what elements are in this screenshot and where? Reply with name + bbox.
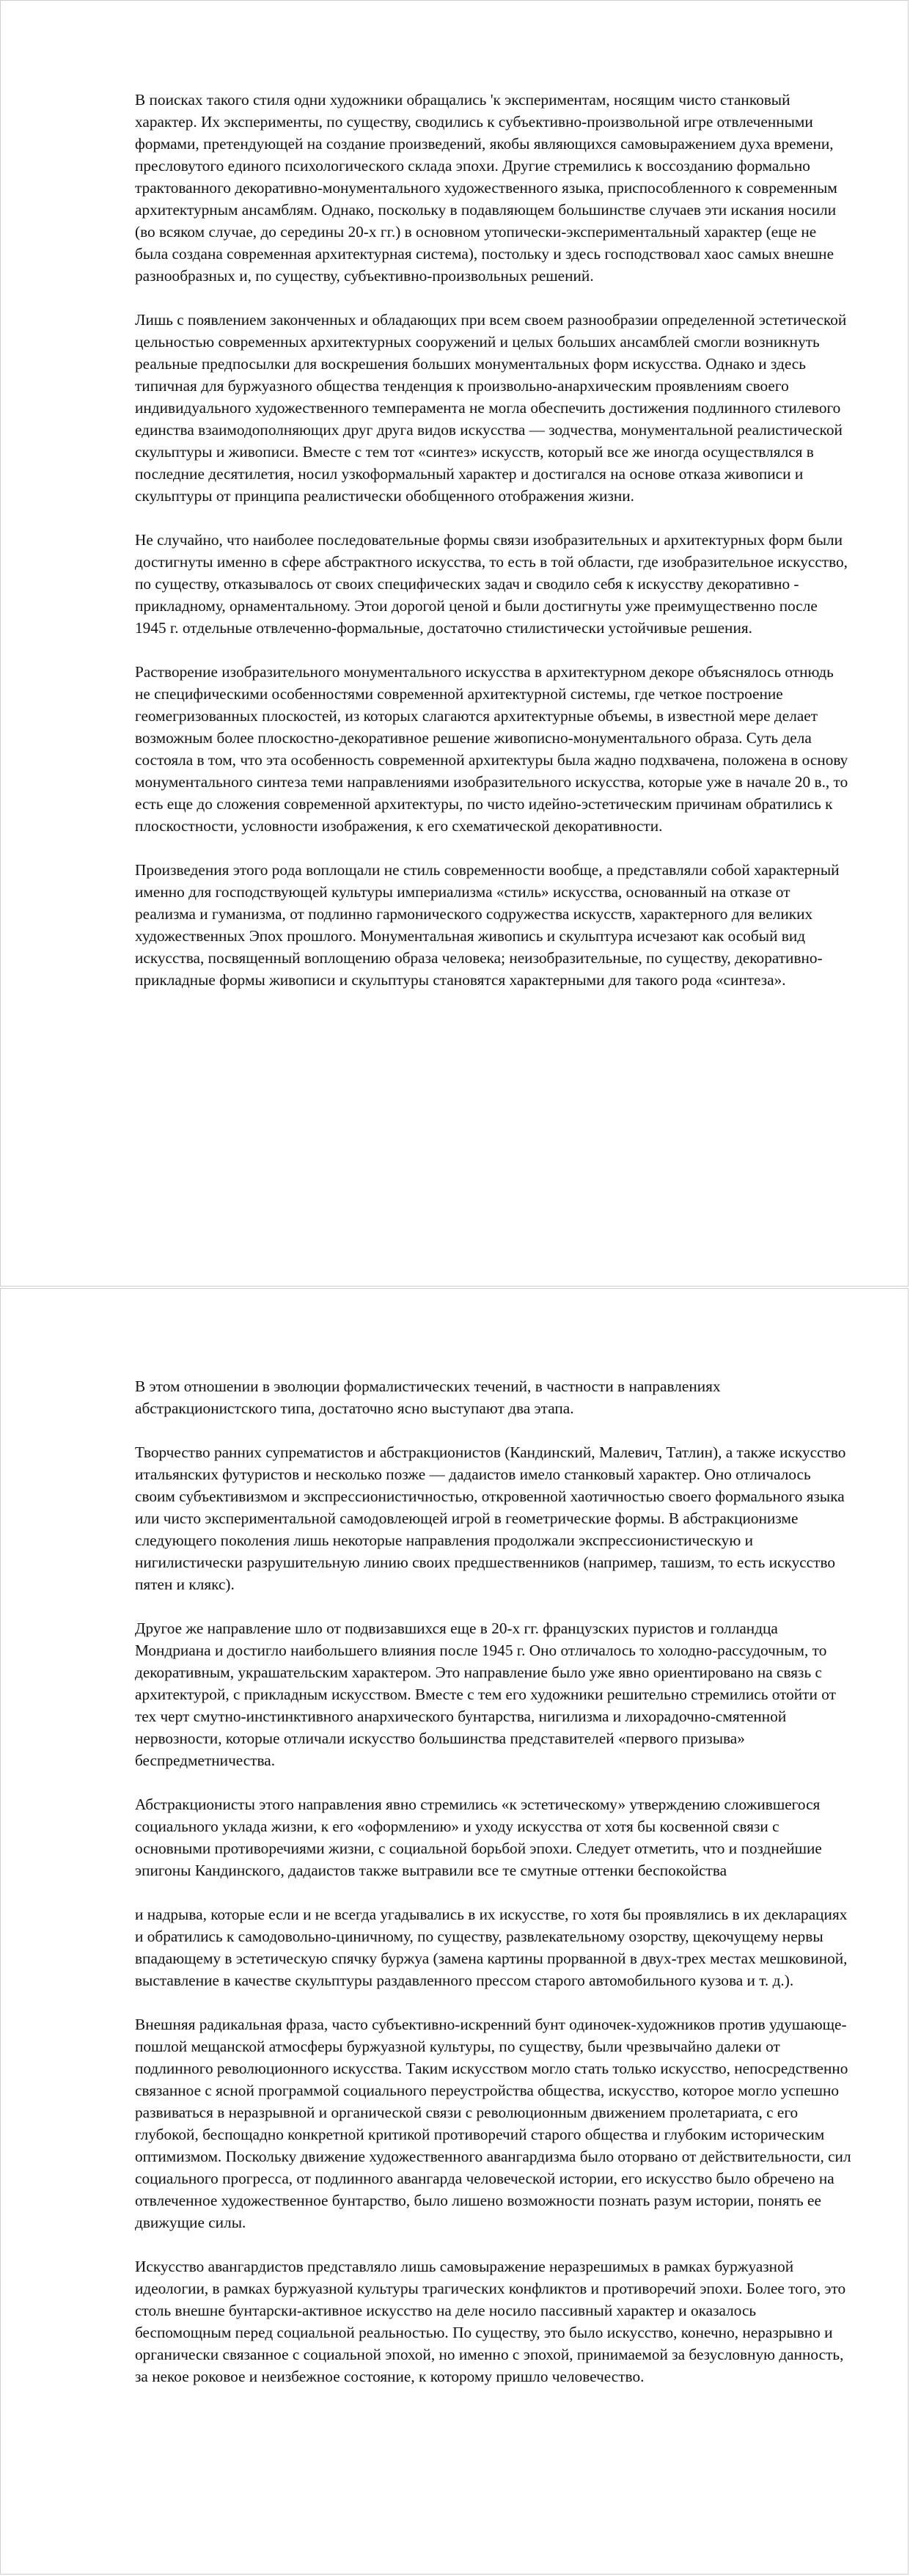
paragraph: Творчество ранних супрематистов и абстракционистов (Кандинский, Малевич, Татлин), а также искусство итальянских футуристов и несколько позже — дадаистов имело станковый характер. Оно отличалось своим субъективизмом и экспрессионистичностью, откровенной хаотичностью своего формального языка или чисто экспериментальной самодовлеющей игрой в геометрические формы. В абстракционизме следующего поколения лишь некоторые направления продолжали экспрессионистическую и нигилистически разрушительную линию своих предшественников (например, ташизм, то есть искусство пятен и клякс). [135,1443,846,1593]
paragraph: и надрыва, которые если и не всегда угадывались в их искусстве, го хотя бы проявлялись в их декларациях и обратились к самодовольно-циничному, по существу, развлекательному озорству, щекочущему нервы впадающему в эстетическую спячку буржуа (замена картины прорванной в двух-трех местах мешковиной, выставление в качестве скульптуры раздавленного прессом старого автомобильного кузова и т. д.). [135,1906,848,1989]
paragraph: Абстракционисты этого направления явно стремились «к эстетическому» утверждению сложившегося социального уклада жизни, к его «оформлению» и уходу искусства от хотя бы косвенной связи с основными противоречиями жизни, с социальной борьбой эпохи. Следует отметить, что и позднейшие эпигоны Кандинского, дадаистов также вытравили все те смутные оттенки беспокойства [135,1796,822,1879]
paragraph: Не случайно, что наиболее последовательные формы связи изобразительных и архитектурных форм были достигнуты именно в сфере абстрактного искусства, то есть в той области, где изобразительное искусство, по существу, отказывалось от своих специфических задач и сводило себя к искусству декоративно - прикладному, орнаментальному. Этои дорогой ценой и были достигнуты уже преимущественно после 1945 г. отдельные отвлеченно-формальные, достаточно стилистически устойчивые решения. [135,531,848,637]
paragraph: В поисках такого стиля одни художники обращались 'к экспериментам, носящим чисто станковый характер. Их эксперименты, по существу, сводились к субъективно-произвольной игре отвлеченными формами, претендующей на создание произведений, якобы являющихся самовыражением духа времени, пресловутого единого психологического склада эпохи. Другие стремились к воссозданию формально трактованного декоративно-монументального художественного языка, приспособленного к современным архитектурным ансамблям. Однако, поскольку в подавляющем большинстве случаев эти искания носили (во всяком случае, до середины 20-х гг.) в основном утопически-экспериментальный характер (еще не была создана современная архитектурная система), постольку и здесь господствовал хаос самых внешне разнообразных и, по существу, субъективно-произвольных решений. [135,91,837,285]
paragraph: Другое же направление шло от подвизавшихся еще в 20-х гг. французских пуристов и голландца Мондриана и достигло наибольшего влияния после 1945 г. Оно отличалось то холодно-рассудочным, то декоративным, украшательским характером. Это направление было уже явно ориентировано на связь с архитектурой, с прикладным искусством. Вместе с тем его художники решительно стремились отойти от тех черт смутно-инстинктивного анархического бунтарства, нигилизма и лихорадочно-смятенной нервозности, которые отличали искусство большинства представителей «первого призыва» беспредметничества. [135,1620,836,1769]
paragraph: Внешняя радикальная фраза, часто субъективно-искренний бунт одиночек-художников против удушающе-пошлой мещанской атмосферы буржуазной культуры, по существу, были чрезвычайно далеки от подлинного революционного искусства. Таким искусством могло стать только искусство, непосредственно связанное с ясной программой социального переустройства общества, искусство, которое могло успешно развиваться в неразрывной и органической связи с революционным движением пролетариата, с его глубокой, беспощадно конкретной критикой противоречий старого общества и глубоким историческим оптимизмом. Поскольку движение художественного авангардизма было оторвано от действительности, сил социального прогресса, от подлинного авангарда человеческой истории, его искусство было обречено на отвлеченное художественное бунтарство, было лишено возможности познать разум истории, понять ее движущие силы. [135,2016,851,2231]
document-page-2 [0,1288,909,2575]
paragraph: Лишь с появлением законченных и обладающих при всем своем разнообразии определенной эстетической цельностью современных архитектурных сооружений и целых больших ансамблей смогли возникнуть реальные предпосылки для воскрешения больших монументальных форм искусства. Однако и здесь типичная для буржуазного общества тенденция к произвольно-анархическим проявлениям своего индивидуального художественного темперамента не могла обеспечить достижения подлинного стилевого единства взаимодополняющих друг друга видов искусства — зодчества, монументальной реалистической скульптуры и живописи. Вместе с тем тот «синтез» искусств, который все же иногда осуществлялся в последние десятилетия, носил узкоформальный характер и достигался на основе отказа живописи и скульптуры от принципа реалистически обобщенного отображения жизни. [135,311,847,505]
paragraph: Растворение изобразительного монументального искусства в архитектурном декоре объяснялось отнюдь не специфическими особенностями современной архитектурной системы, где четкое построение геомегризованных плоскостей, из которых слагаются архитектурные объемы, в известной мере делает возможным более плоскостно-декоративное решение живописно-монументального образа. Суть дела состояла в том, что эта особенность современной архитектуры была жадно подхвачена, положена в основу монументального синтеза теми направлениями изобразительного искусства, которые уже в начале 20 в., то есть еще до сложения современной архитектуры, по чисто идейно-эстетическим причинам обратились к плоскостности, условности изображения, к его схематической декоративности. [135,663,848,835]
document-page-1 [0,0,909,1287]
page-2-text-body [135,1375,852,2409]
paragraph: Искусство авангардистов представляло лишь самовыражение неразрешимых в рамках буржуазной идеологии, в рамках буржуазной культуры трагических конфликтов и противоречий эпохи. Более того, это столь внешне бунтарски-активное искусство на деле носило пассивный характер и оказалось беспомощным перед социальной реальностью. По существу, это было искусство, конечно, неразрывно и органически связанное с социальной эпохой, но именно с эпохой, принимаемой за безусловную данность, за некое роковое и неизбежное состояние, к которому пришло человечество. [135,2258,846,2385]
paragraph: Произведения этого рода воплощали не стиль современности вообще, а представляли собой характерный именно для господствующей культуры империализма «стиль» искусства, основанный на отказе от реализма и гуманизма, от подлинно гармонического содружества искусств, характерного для великих художественных Эпох прошлого. Монументальная живопись и скульптура исчезают как особый вид искусства, посвященный воплощению образа человека; неизобразительные, по существу, декоративно-прикладные формы живописи и скульптуры становятся характерными для такого рода «синтеза». [135,861,840,989]
page-1-text-body [135,89,852,1013]
paragraph: В этом отношении в эволюции формалистических течений, в частности в направлениях абстракционистского типа, достаточно ясно выступают два этапа. [135,1377,721,1417]
